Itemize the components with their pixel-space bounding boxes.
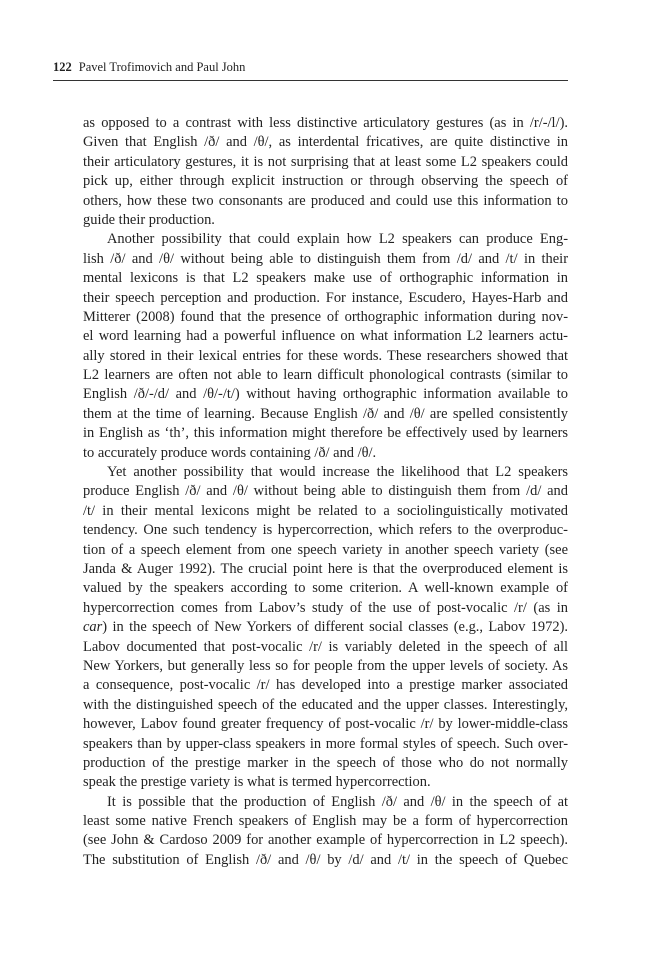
text-line: least some native French speakers of English may be a form of hypercorrection <box>83 813 568 830</box>
text-line: guide their production. <box>83 211 215 228</box>
header-rule <box>53 80 568 81</box>
text-line: to accurately produce words containing /ð/ and /θ/. <box>83 444 377 461</box>
italic-term: car <box>83 619 103 636</box>
text-line: valued by the speakers according to some criterion. A well-known example of <box>83 580 568 597</box>
text-line: as opposed to a contrast with less distinctive articulatory gestures (as in /r/-/l/). <box>83 115 568 131</box>
text-line: L2 learners are often not able to learn difficult phonological contrasts (similar to <box>83 367 568 384</box>
text-line: their speech perception and production. For instance, Escudero, Hayes-Harb and <box>83 289 568 306</box>
text-line: Labov documented that post-vocalic /r/ is variably deleted in the speech of all <box>83 638 568 655</box>
text-line: in English as ‘th’, this information might therefore be effectively used by learners <box>83 425 568 442</box>
text-line: car) in the speech of New Yorkers of different social classes (e.g., Labov 1972). <box>83 619 568 636</box>
paragraph <box>83 230 568 463</box>
text-line: Yet another possibility that would increase the likelihood that L2 speakers <box>107 464 568 481</box>
running-head <box>53 58 568 76</box>
text-line: It is possible that the production of English /ð/ and /θ/ in the speech of at <box>107 793 568 810</box>
paragraph <box>83 463 568 793</box>
text-line: ally stored in their lexical entries for these words. These researchers showed that <box>83 347 568 364</box>
text-line: others, how these two consonants are produced and could use this information to <box>83 192 568 209</box>
text-line: a consequence, post-vocalic /r/ has developed into a prestige marker associated <box>83 677 568 694</box>
text-line: them at the time of learning. Because English /ð/ and /θ/ are spelled consistently <box>83 405 568 422</box>
text-line: tendency. One such tendency is hypercorrection, which refers to the overproduc- <box>83 522 568 539</box>
running-head-authors: Pavel Trofimovich and Paul John <box>78 60 246 74</box>
text-line: lish /ð/ and /θ/ without being able to distinguish them from /d/ and /t/ in their <box>83 250 568 267</box>
text-line: (see John & Cardoso 2009 for another example of hypercorrection in L2 speech). <box>83 832 568 849</box>
text-line: Given that English /ð/ and /θ/, as interdental fricatives, are quite distinctive in <box>83 134 568 151</box>
text-line: pick up, either through explicit instruction or through observing the speech of <box>83 173 568 190</box>
text-line: speakers than by upper-class speakers in more formal styles of speech. Such over- <box>83 735 568 752</box>
text-line: tion of a speech element from one speech variety in another speech variety (see <box>83 541 568 558</box>
text-line: /t/ in their mental lexicons might be related to a sociolinguistically motivated <box>83 502 568 519</box>
text-line: Another possibility that could explain how L2 speakers can produce Eng- <box>107 231 568 248</box>
paragraph <box>83 793 568 871</box>
text-line: produce English /ð/ and /θ/ without being able to distinguish them from /d/ and <box>83 483 568 500</box>
text-line: The substitution of English /ð/ and /θ/ by /d/ and /t/ in the speech of Quebec <box>83 851 568 868</box>
text-line: their articulatory gestures, it is not surprising that at least some L2 speakers could <box>83 153 568 170</box>
text-line: el word learning had a powerful influence on what information L2 learners actu- <box>83 328 568 345</box>
text-line: mental lexicons is that L2 speakers make use of orthographic information in <box>83 270 568 287</box>
text-line: New Yorkers, but generally less so for people from the upper levels of society. As <box>83 657 568 674</box>
text-line: hypercorrection comes from Labov’s study of the use of post-vocalic /r/ (as in <box>83 599 568 616</box>
text-line: with the distinguished speech of the educated and the upper classes. Interestingly, <box>83 696 568 713</box>
text-line: speak the prestige variety is what is termed hypercorrection. <box>83 774 431 791</box>
text-line: Mitterer (2008) found that the presence of orthographic information during nov- <box>83 308 568 325</box>
text-line: Janda & Auger 1992). The crucial point here is that the overproduced element is <box>83 560 568 577</box>
text-line: production of the prestige marker in the speech of those who do not normally <box>83 754 568 771</box>
body-text <box>83 114 568 870</box>
page-number: 122 <box>53 60 72 74</box>
text-line: however, Labov found greater frequency of post-vocalic /r/ by lower-middle-class <box>83 716 568 733</box>
paragraph <box>83 114 568 230</box>
text-line: English /ð/-/d/ and /θ/-/t/) without having orthographic information available to <box>83 386 568 403</box>
